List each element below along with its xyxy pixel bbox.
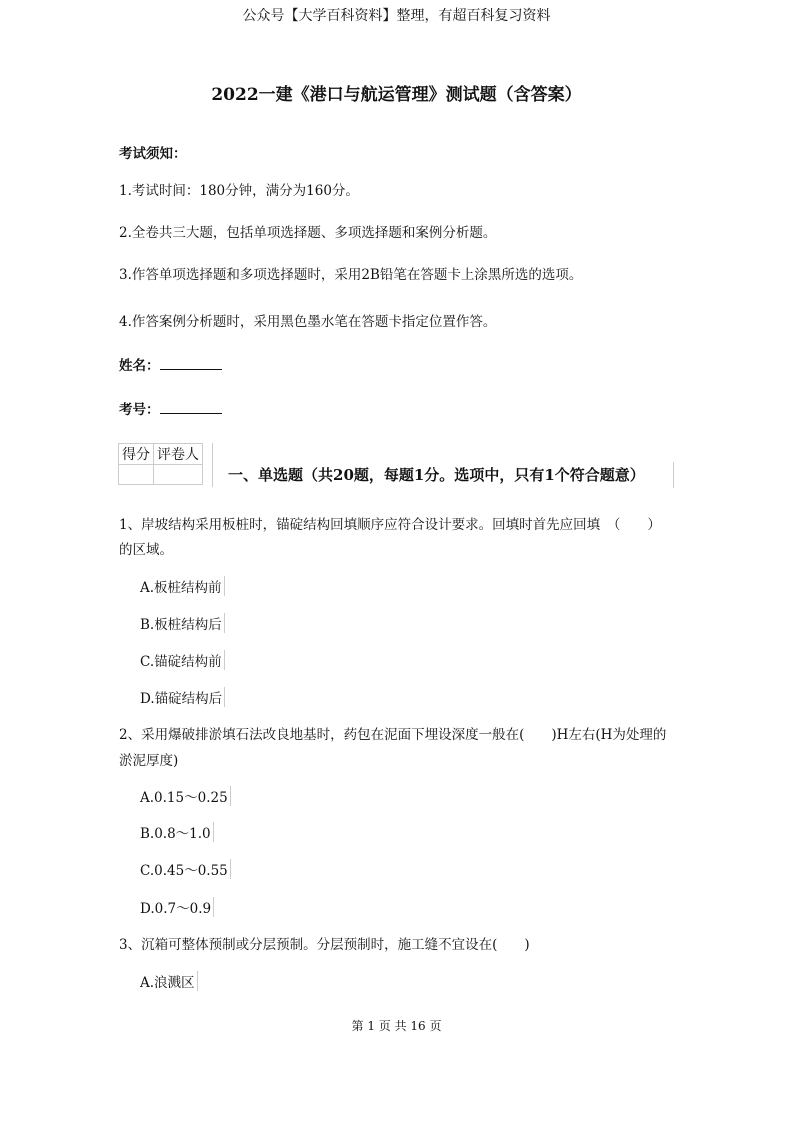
name-label: 姓名：: [119, 358, 160, 374]
option-b: B.板桩结构后: [140, 613, 225, 633]
section-heading: 一、单选题（共20题，每题1分。选项中，只有1个符合题意）: [228, 466, 645, 484]
divider: [673, 462, 674, 488]
question-3-text: 3、沉箱可整体预制或分层预制。分层预制时，施工缝不宜设在( ): [119, 937, 530, 953]
question-2-text-cont: 淤泥厚度): [119, 753, 179, 769]
notice-item: 4.作答案例分析题时，采用黑色墨水笔在答题卡指定位置作答。: [119, 314, 497, 330]
notice-item: 2.全卷共三大题，包括单项选择题、多项选择题和案例分析题。: [119, 225, 497, 241]
question-2-text: 2、采用爆破排淤填石法改良地基时，药包在泥面下埋设深度一般在( )H左右(H为处理的: [119, 727, 667, 743]
question-1-text: 1、岸坡结构采用板桩时，锚碇结构回填顺序应符合设计要求。回填时首先应回填 （ ）: [119, 517, 661, 533]
option-a: A.0.15～0.25: [140, 786, 231, 806]
id-field: [119, 398, 222, 418]
id-blank: [160, 401, 222, 414]
option-a: A.浪溅区: [140, 971, 198, 991]
notice-heading: 考试须知：: [119, 146, 187, 162]
grade-table: [118, 443, 203, 485]
grader-header: 评卷人: [154, 444, 203, 465]
question-1-text-cont: 的区域。: [119, 542, 173, 558]
notice-item: 1.考试时间：180分钟，满分为160分。: [119, 183, 359, 199]
document-title: 2022一建《港口与航运管理》测试题（含答案）: [211, 85, 582, 105]
option-c: C.锚碇结构前: [140, 650, 225, 670]
name-field: [119, 354, 222, 374]
id-label: 考号：: [119, 402, 160, 418]
name-blank: [160, 357, 222, 370]
page-footer: 第 1 页 共 16 页: [351, 1019, 442, 1033]
score-header: 得分: [119, 444, 154, 465]
option-d: D.锚碇结构后: [140, 687, 225, 707]
grader-cell: [154, 465, 203, 485]
page-header: 公众号【大学百科资料】整理，有超百科复习资料: [242, 8, 551, 24]
option-b: B.0.8～1.0: [140, 822, 214, 842]
option-c: C.0.45～0.55: [140, 859, 231, 879]
score-cell: [119, 465, 154, 485]
divider: [212, 443, 213, 487]
option-d: D.0.7～0.9: [140, 897, 214, 917]
notice-item: 3.作答单项选择题和多项选择题时，采用2B铅笔在答题卡上涂黑所选的选项。: [119, 267, 583, 283]
option-a: A.板桩结构前: [140, 576, 225, 596]
